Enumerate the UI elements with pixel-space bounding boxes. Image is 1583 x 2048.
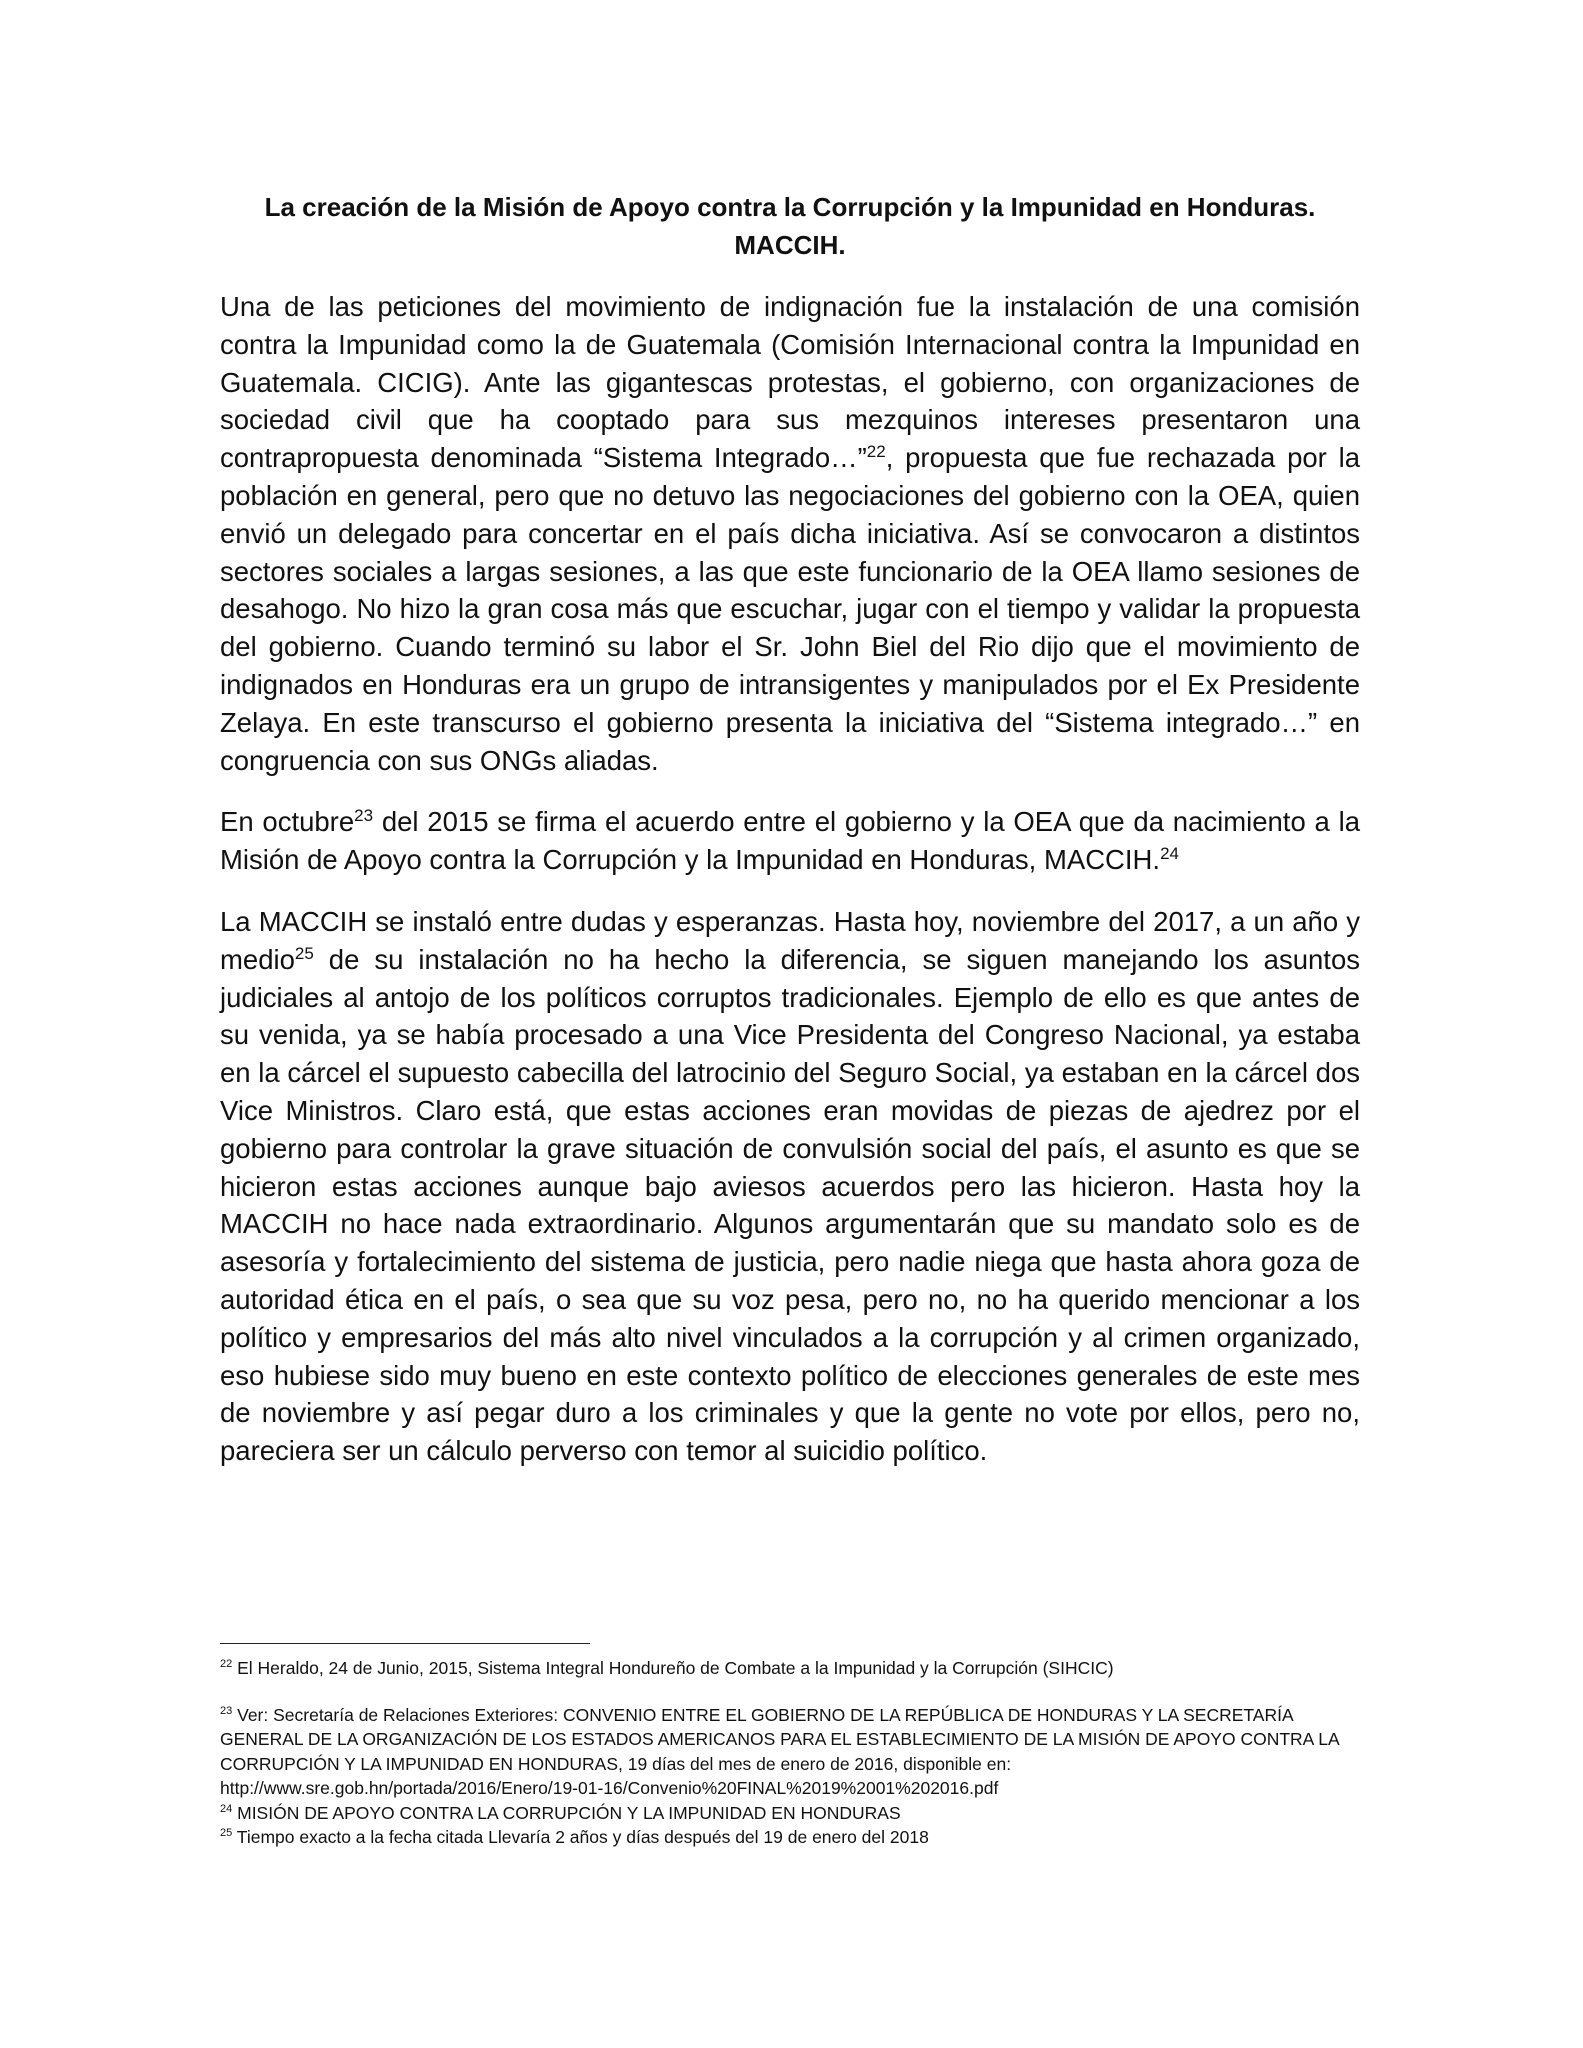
footnote-ref-22: 22	[866, 442, 886, 462]
footnote-number: 25	[220, 1827, 233, 1840]
footnote-ref-24: 24	[1160, 844, 1179, 863]
footnote-number: 22	[220, 1658, 233, 1671]
paragraph-2	[220, 803, 1360, 879]
footnote-text: El Heraldo, 24 de Junio, 2015, Sistema Integral Hondureño de Combate a la Impunidad y la Corrupción (SIHCIC)	[232, 1658, 1114, 1678]
footnotes	[220, 1656, 1360, 1850]
paragraph-1	[220, 288, 1360, 779]
footnote-25	[220, 1825, 1360, 1850]
paragraph-2-text-b: del 2015 se firma el acuerdo entre el gobierno y la OEA que da nacimiento a la Misión de Apoyo contra la Corrupción y la Impunidad en Honduras, MACCIH.	[220, 806, 1360, 876]
paragraph-3-text-a: La MACCIH se instaló entre dudas y esperanzas. Hasta hoy, noviembre del 2017, a un año y medio	[220, 905, 1360, 975]
footnote-22	[220, 1656, 1360, 1681]
footnote-number: 23	[220, 1704, 233, 1717]
footnote-text: Tiempo exacto a la fecha citada Llevaría 2 años y días después del 19 de enero del 2018	[232, 1827, 929, 1847]
document-body	[220, 288, 1360, 1494]
paragraph-3	[220, 903, 1360, 1470]
paragraph-1-text-b: , propuesta que fue rechazada por la población en general, pero que no detuvo las negociaciones del gobierno con la OEA, quien envió un delegado para concertar en el país dicha iniciativa. Así se convocaron a distintos sectores sociales a largas sesiones, a las que este funcionario de la OEA llamo sesiones de desahogo. No hizo la gran cosa más que escuchar, jugar con el tiempo y validar la propuesta del gobierno. Cuando terminó su labor el Sr. John Biel del Rio dijo que el movimiento de indignados en Honduras era un grupo de intransigentes y manipulados por el Ex Presidente Zelaya. En este transcurso el gobierno presenta la iniciativa del “Sistema integrado…” en congruencia con sus ONGs aliadas.	[220, 442, 1360, 776]
paragraph-2-text-a: En octubre	[220, 806, 355, 838]
paragraph-1-text-a: Una de las peticiones del movimiento de indignación fue la instalación de una comisión contra la Impunidad como la de Guatemala (Comisión Internacional contra la Impunidad en Guatemala. CICIG). Ante las gigantescas protestas, el gobierno, con organizaciones de sociedad civil que ha cooptado para sus mezquinos intereses presentaron una contrapropuesta denominada “Sistema Integrado…”	[220, 291, 1360, 474]
footnote-ref-25: 25	[294, 943, 314, 963]
footnote-separator	[220, 1643, 590, 1644]
footnote-text: MISIÓN DE APOYO CONTRA LA CORRUPCIÓN Y LA IMPUNIDAD EN HONDURAS	[232, 1802, 901, 1823]
title-line-2: MACCIH.	[734, 230, 846, 260]
paragraph-3-text-b: de su instalación no ha hecho la diferencia, se siguen manejando los asuntos judiciales al antojo de los políticos corruptos tradicionales. Ejemplo de ello es que antes de su venida, ya se había procesado a una Vice Presidenta del Congreso Nacional, ya estaba en la cárcel el supuesto cabecilla del latrocinio del Seguro Social, ya estaban en la cárcel dos Vice Ministros. Claro está, que estas acciones eran movidas de piezas de ajedrez por el gobierno para controlar la grave situación de convulsión social del país, el asunto es que se hicieron estas acciones aunque bajo aviesos acuerdos pero las hicieron. Hasta hoy la MACCIH no hace nada extraordinario. Algunos argumentarán que su mandato solo es de asesoría y fortalecimiento del sistema de justicia, pero nadie niega que hasta ahora goza de autoridad ética en el país, o sea que su voz pesa, pero no, no ha querido mencionar a los político y empresarios del más alto nivel vinculados a la corrupción y al crimen organizado, eso hubiese sido muy bueno en este contexto político de elecciones generales de este mes de noviembre y así pegar duro a los criminales y que la gente no vote por ellos, pero no, pareciera ser un cálculo perverso con temor al suicidio político.	[220, 943, 1360, 1467]
page-title	[220, 188, 1360, 264]
title-line-1: La creación de la Misión de Apoyo contra la Corrupción y la Impunidad en Honduras.	[264, 192, 1316, 222]
footnote-text: Ver: Secretaría de Relaciones Exteriores: CONVENIO ENTRE EL GOBIERNO DE LA REPÚBLICA DE HONDURAS Y LA SECRETARÍA GENERAL DE LA ORGANIZACIÓN DE LOS ESTADOS AMERICANOS PARA EL ESTABLECIMIENTO DE LA MISIÓN DE APOYO CONTRA LA CORRUPCIÓN Y LA IMPUNIDAD EN HONDURAS, 19 días del mes de enero de 2016, disponible en: http://www.sre.gob.hn/portada/2016/Enero/19-01-16/Convenio%20FINAL%2019%2001%202016.pdf	[220, 1704, 1339, 1798]
footnote-24	[220, 1801, 1360, 1826]
footnote-ref-23: 23	[354, 806, 374, 826]
footnote-23	[220, 1703, 1360, 1801]
footnote-number: 24	[220, 1802, 233, 1815]
